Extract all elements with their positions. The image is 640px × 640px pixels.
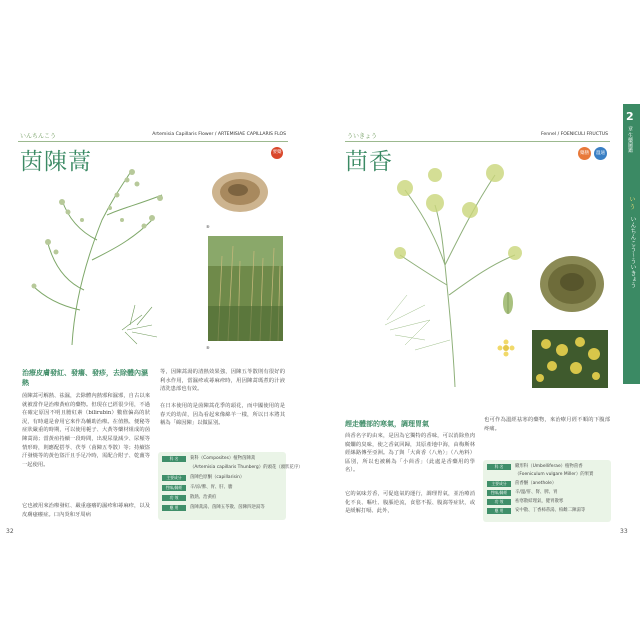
info-row: 主要成分 茵陳色原酮（capillarisin）	[162, 474, 282, 482]
right-body-col1: 茴香名字的由來，是因為它獨特的香味，可以消除魚肉腐爛的臭味，使之香氣回歸，其原產地中海，由梅斯林經絲路傳至亞洲。為了與「大茴香（八角）」（八角料）區別，所以也被稱為「小茴香」（此處是香藥用的學名）。	[345, 433, 475, 474]
right-herb-title: 茴香	[345, 149, 393, 175]
left-section-heading: 治療皮膚發紅、發癢、發疹，去除體內濕熱	[22, 369, 148, 387]
left-body-col2: 等，因陳蒿湯的清熱效果強，因陳五苓散則有很好的利水作用，當濕疹或蕁麻疹時，用因陳蒿瑪煮的汁液清洗患部也有效。	[160, 369, 285, 393]
right-latin-name: Fennel / FOENICULI FRUCTUS	[541, 132, 608, 137]
info-row: 應 用 茵陳蒿湯、茵陳五苓散、茵陳四逆湯等	[162, 504, 282, 512]
info-row: 性味/歸經 辛/溫/肝、腎、脾、胃	[487, 489, 607, 497]
caption-seed: ⑧	[206, 224, 210, 229]
artemisia-illustration	[22, 160, 182, 350]
left-body-col2b: 在日本使用的是茵陳蒿花季的頭花，而中國使用的是春天的幼苗，因為看起來像綿羊一樣，所以日本將其稱為「綿因陳」以做區別。	[160, 403, 285, 427]
info-row: 性味/歸經 辛/涼/脾、胃、肝、膽	[162, 484, 282, 492]
right-info-box	[483, 460, 611, 522]
info-row: 應 用 安中散、丁香柿蒂湯、柏雌二陳湯等	[487, 507, 607, 515]
info-row: （Foeniculum vulgare Miller）的果實	[515, 472, 594, 477]
left-info-box	[158, 452, 303, 520]
left-body-col1: 茵陳蒿可解熱、祛濕，去除體內熱邪和濕邪，自古以來就被當作是治療黃疸的藥物。但現在已經很少用，不過在確定原因不明且膽紅素（bilirubin）數值偏高的狀況，有時還是會用它來作為輔助治療。在值熱、便秘等症狀嚴重的時期，可以使用梔子、大黃等藥材組成的茵陳蒿湯；當黃疸持續一段時間，出現尿量減少、尿頻等情形時，則應配搭苓、茯苓（茵陳五苓散）等；持續盜汗發燒等的黃色盜汗且手足冷時，需配合附子、乾薑等一起使用。	[22, 393, 150, 468]
chapter-number: 2	[626, 110, 634, 123]
artemisia-field-photo	[208, 236, 283, 341]
right-body-col2: 也可作為溫經祛寒的藥物，來治療月經不順的下腹部疼痛。	[484, 417, 610, 432]
right-header-bar	[345, 130, 610, 142]
left-latin-name: Artemisia Capillaris Flower / ARTEMISIAE CAPILLARIS FLOS	[152, 132, 286, 137]
caption-photo: ⑧	[206, 345, 210, 350]
fennel-seed-image	[536, 250, 608, 315]
info-row: 主要成分 茴香醚（anethole）	[487, 480, 607, 488]
chapter-side-tab	[623, 104, 640, 384]
left-badge: 要藥	[271, 147, 283, 159]
kana-index: い う	[628, 196, 635, 210]
info-row: （Artemisia capillaris Thunberg）的頭花（頭狀花序）	[190, 465, 303, 470]
right-badge-1: 藥膳	[578, 147, 591, 160]
right-badge-2: 溫通	[594, 147, 607, 160]
info-row: 科 名 繖形科（Umbelliferae）植物茴香	[487, 463, 607, 471]
left-body-col1b: 它也被用來治療發紅、嚴重瘙癢的濕疹和蕁麻疹，以及皮膚瘙癢症。口內炎和牙周病	[22, 503, 150, 518]
info-row: 功 效 散熱、治黃疸	[162, 494, 282, 502]
kana-range: いんちんこう～ういきょう	[629, 216, 636, 288]
left-page-number: 32	[6, 528, 14, 535]
fennel-flower-photo	[532, 330, 608, 388]
left-herb-title: 茵陳蒿	[20, 149, 92, 175]
artemisia-seed-image	[208, 162, 273, 217]
right-section-heading: 趕走體部的寒氣，調理胃氣	[345, 420, 429, 428]
chapter-title: 章 生藥圖鑑	[627, 126, 633, 153]
fennel-fruit-icon	[500, 290, 516, 316]
info-row: 功 效 袪寒散結理氣，健胃散寒	[487, 498, 607, 506]
right-page-number: 33	[620, 528, 628, 535]
left-header-bar	[18, 130, 288, 142]
right-kana: ういきょう	[347, 133, 378, 140]
left-kana: いんちんこう	[20, 133, 57, 140]
info-row: 科 名 菊科（Composites）植物茵陳蒿	[162, 455, 282, 463]
fennel-flower-icon	[496, 338, 516, 358]
right-body-col1b: 它的氣味芳香，可促進氣的運行，調理胃氣，並治療消化不良、嘔吐、腹脹逆流，食慾不振、腹瀉等症狀，或是緩解打嗝、此外，	[345, 491, 475, 515]
